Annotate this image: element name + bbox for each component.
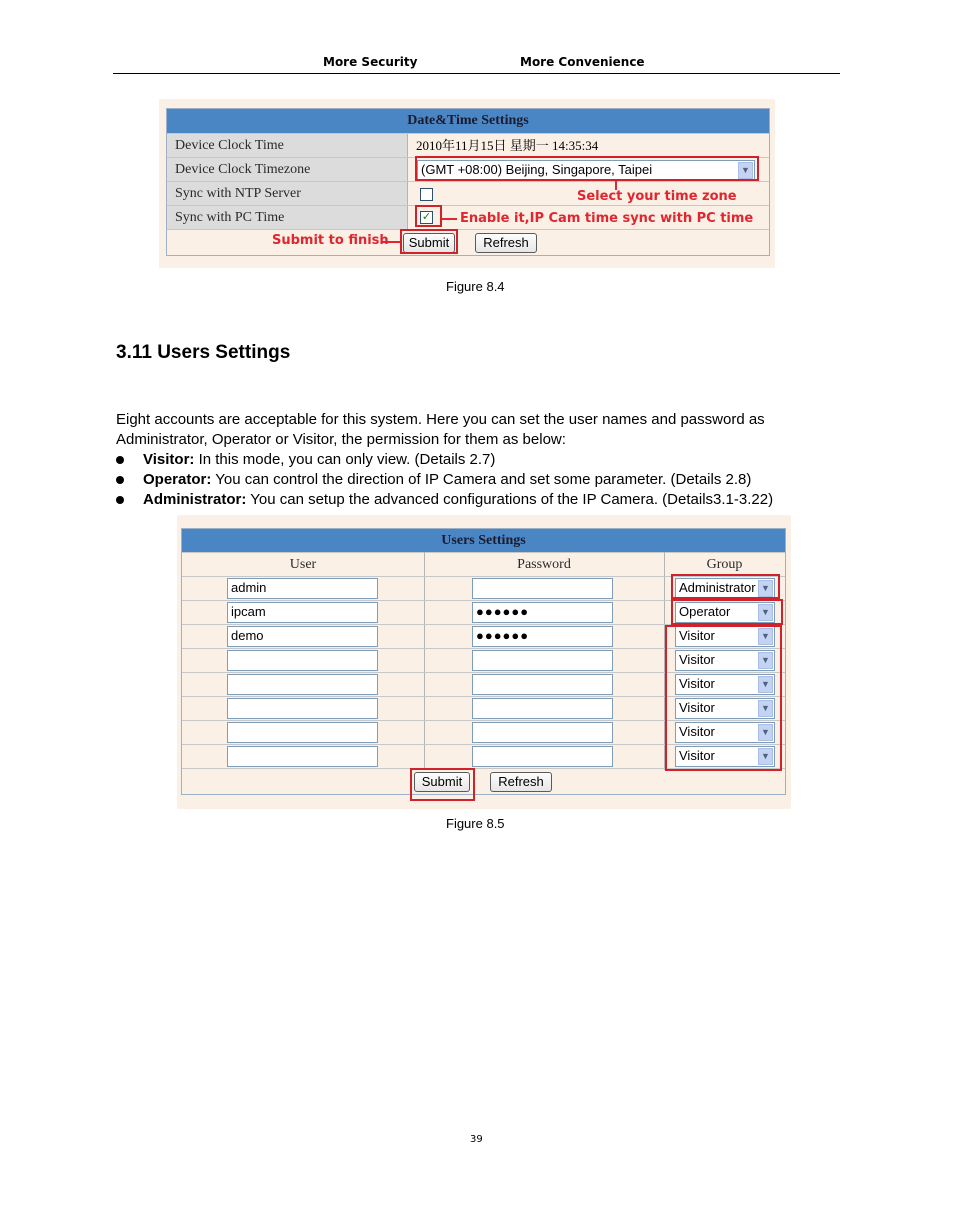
submit-highlight	[400, 229, 458, 254]
group-select-value: Visitor	[679, 724, 715, 739]
users-submit-highlight	[410, 768, 475, 801]
column-password: Password	[517, 557, 571, 572]
password-input[interactable]	[472, 698, 613, 719]
bullet-text: In this mode, you can only view. (Details 2.7)	[194, 451, 496, 468]
bullet-term: Administrator:	[143, 491, 247, 508]
bullet-term: Operator:	[143, 471, 212, 488]
chevron-down-icon[interactable]: ▼	[758, 580, 773, 597]
user-input[interactable]: demo	[227, 626, 378, 647]
sync-pc-connector	[442, 218, 457, 220]
chevron-down-icon[interactable]: ▼	[758, 652, 773, 669]
password-input[interactable]: ●●●●●●	[472, 626, 613, 647]
users-screenshot	[177, 515, 791, 809]
chevron-down-icon[interactable]: ▼	[738, 162, 753, 179]
password-input[interactable]	[472, 650, 613, 671]
datetime-table	[166, 108, 770, 256]
datetime-title: Date&Time Settings	[167, 109, 769, 133]
bullet-visitor	[143, 450, 495, 470]
group-select-value: Visitor	[679, 700, 715, 715]
bullet-text: You can setup the advanced configurations of the IP Camera. (Details3.1-3.22)	[246, 491, 774, 508]
header-left: More Security	[323, 55, 418, 69]
group-select-value: Administrator	[679, 580, 756, 595]
check-icon: ✓	[421, 211, 432, 223]
users-submit-button[interactable]: Submit	[414, 772, 470, 792]
row-datetime-buttons	[167, 229, 769, 255]
column-user: User	[289, 557, 317, 572]
datetime-screenshot	[159, 99, 775, 268]
users-refresh-button[interactable]: Refresh	[490, 772, 552, 792]
chevron-down-icon[interactable]: ▼	[758, 700, 773, 717]
datetime-submit-button[interactable]: Submit	[403, 233, 455, 253]
group-select-value: Visitor	[679, 652, 715, 667]
bullet-administrator	[143, 490, 773, 510]
timezone-annotation: Select your time zone	[577, 189, 737, 204]
label-device-clock-timezone: Device Clock Timezone	[167, 158, 408, 182]
row-device-clock-time	[167, 133, 769, 158]
password-input[interactable]	[472, 578, 613, 599]
page-number: 39	[470, 1134, 483, 1145]
figure-8-5-caption: Figure 8.5	[446, 816, 505, 831]
datetime-refresh-button[interactable]: Refresh	[475, 233, 537, 253]
group-select-value: Visitor	[679, 628, 715, 643]
submit-annotation: Submit to finish	[272, 233, 389, 248]
bullet-term: Visitor:	[143, 451, 195, 468]
bullet-text: You can control the direction of IP Camera and set some parameter. (Details 2.8)	[211, 471, 752, 488]
chevron-down-icon[interactable]: ▼	[758, 676, 773, 693]
header-rule	[113, 73, 840, 74]
header-right: More Convenience	[520, 55, 645, 69]
bullet-icon	[116, 456, 124, 464]
operator-highlight	[671, 599, 783, 625]
label-device-clock-time: Device Clock Time	[167, 134, 408, 158]
password-input[interactable]	[472, 722, 613, 743]
chevron-down-icon[interactable]: ▼	[758, 748, 773, 765]
user-input[interactable]: admin	[227, 578, 378, 599]
column-group: Group	[706, 557, 743, 572]
timezone-highlight	[415, 156, 759, 181]
timezone-select-value: (GMT +08:00) Beijing, Singapore, Taipei	[421, 162, 653, 177]
bullet-operator	[143, 470, 751, 490]
user-input[interactable]	[227, 746, 378, 767]
label-sync-ntp: Sync with NTP Server	[167, 182, 408, 206]
bullet-icon	[116, 496, 124, 504]
user-input[interactable]: ipcam	[227, 602, 378, 623]
section-title: 3.11 Users Settings	[116, 342, 291, 363]
user-input[interactable]	[227, 650, 378, 671]
sync-pc-annotation: Enable it,IP Cam time sync with PC time	[460, 211, 754, 226]
group-select-value: Operator	[679, 604, 731, 619]
administrator-highlight	[671, 574, 780, 599]
group-select-value: Visitor	[679, 676, 715, 691]
chevron-down-icon[interactable]: ▼	[758, 628, 773, 645]
group-select-value: Visitor	[679, 748, 715, 763]
intro-line-1: Eight accounts are acceptable for this system. Here you can set the user names and password as	[116, 411, 765, 428]
figure-8-4-caption: Figure 8.4	[446, 279, 505, 294]
device-clock-time-value: 2010年11月15日 星期一 14:35:34	[416, 138, 599, 153]
password-input[interactable]	[472, 746, 613, 767]
user-input[interactable]	[227, 722, 378, 743]
user-input[interactable]	[227, 674, 378, 695]
password-input[interactable]: ●●●●●●	[472, 602, 613, 623]
bullet-icon	[116, 476, 124, 484]
label-sync-pc: Sync with PC Time	[167, 206, 408, 230]
sync-ntp-checkbox[interactable]	[420, 188, 433, 201]
users-button-row	[182, 768, 785, 794]
chevron-down-icon[interactable]: ▼	[758, 604, 773, 621]
chevron-down-icon[interactable]: ▼	[758, 724, 773, 741]
intro-line-2: Administrator, Operator or Visitor, the permission for them as below:	[116, 431, 566, 448]
password-input[interactable]	[472, 674, 613, 695]
users-title: Users Settings	[182, 529, 785, 552]
visitor-highlight	[665, 625, 782, 771]
user-input[interactable]	[227, 698, 378, 719]
sync-pc-highlight	[415, 205, 442, 227]
